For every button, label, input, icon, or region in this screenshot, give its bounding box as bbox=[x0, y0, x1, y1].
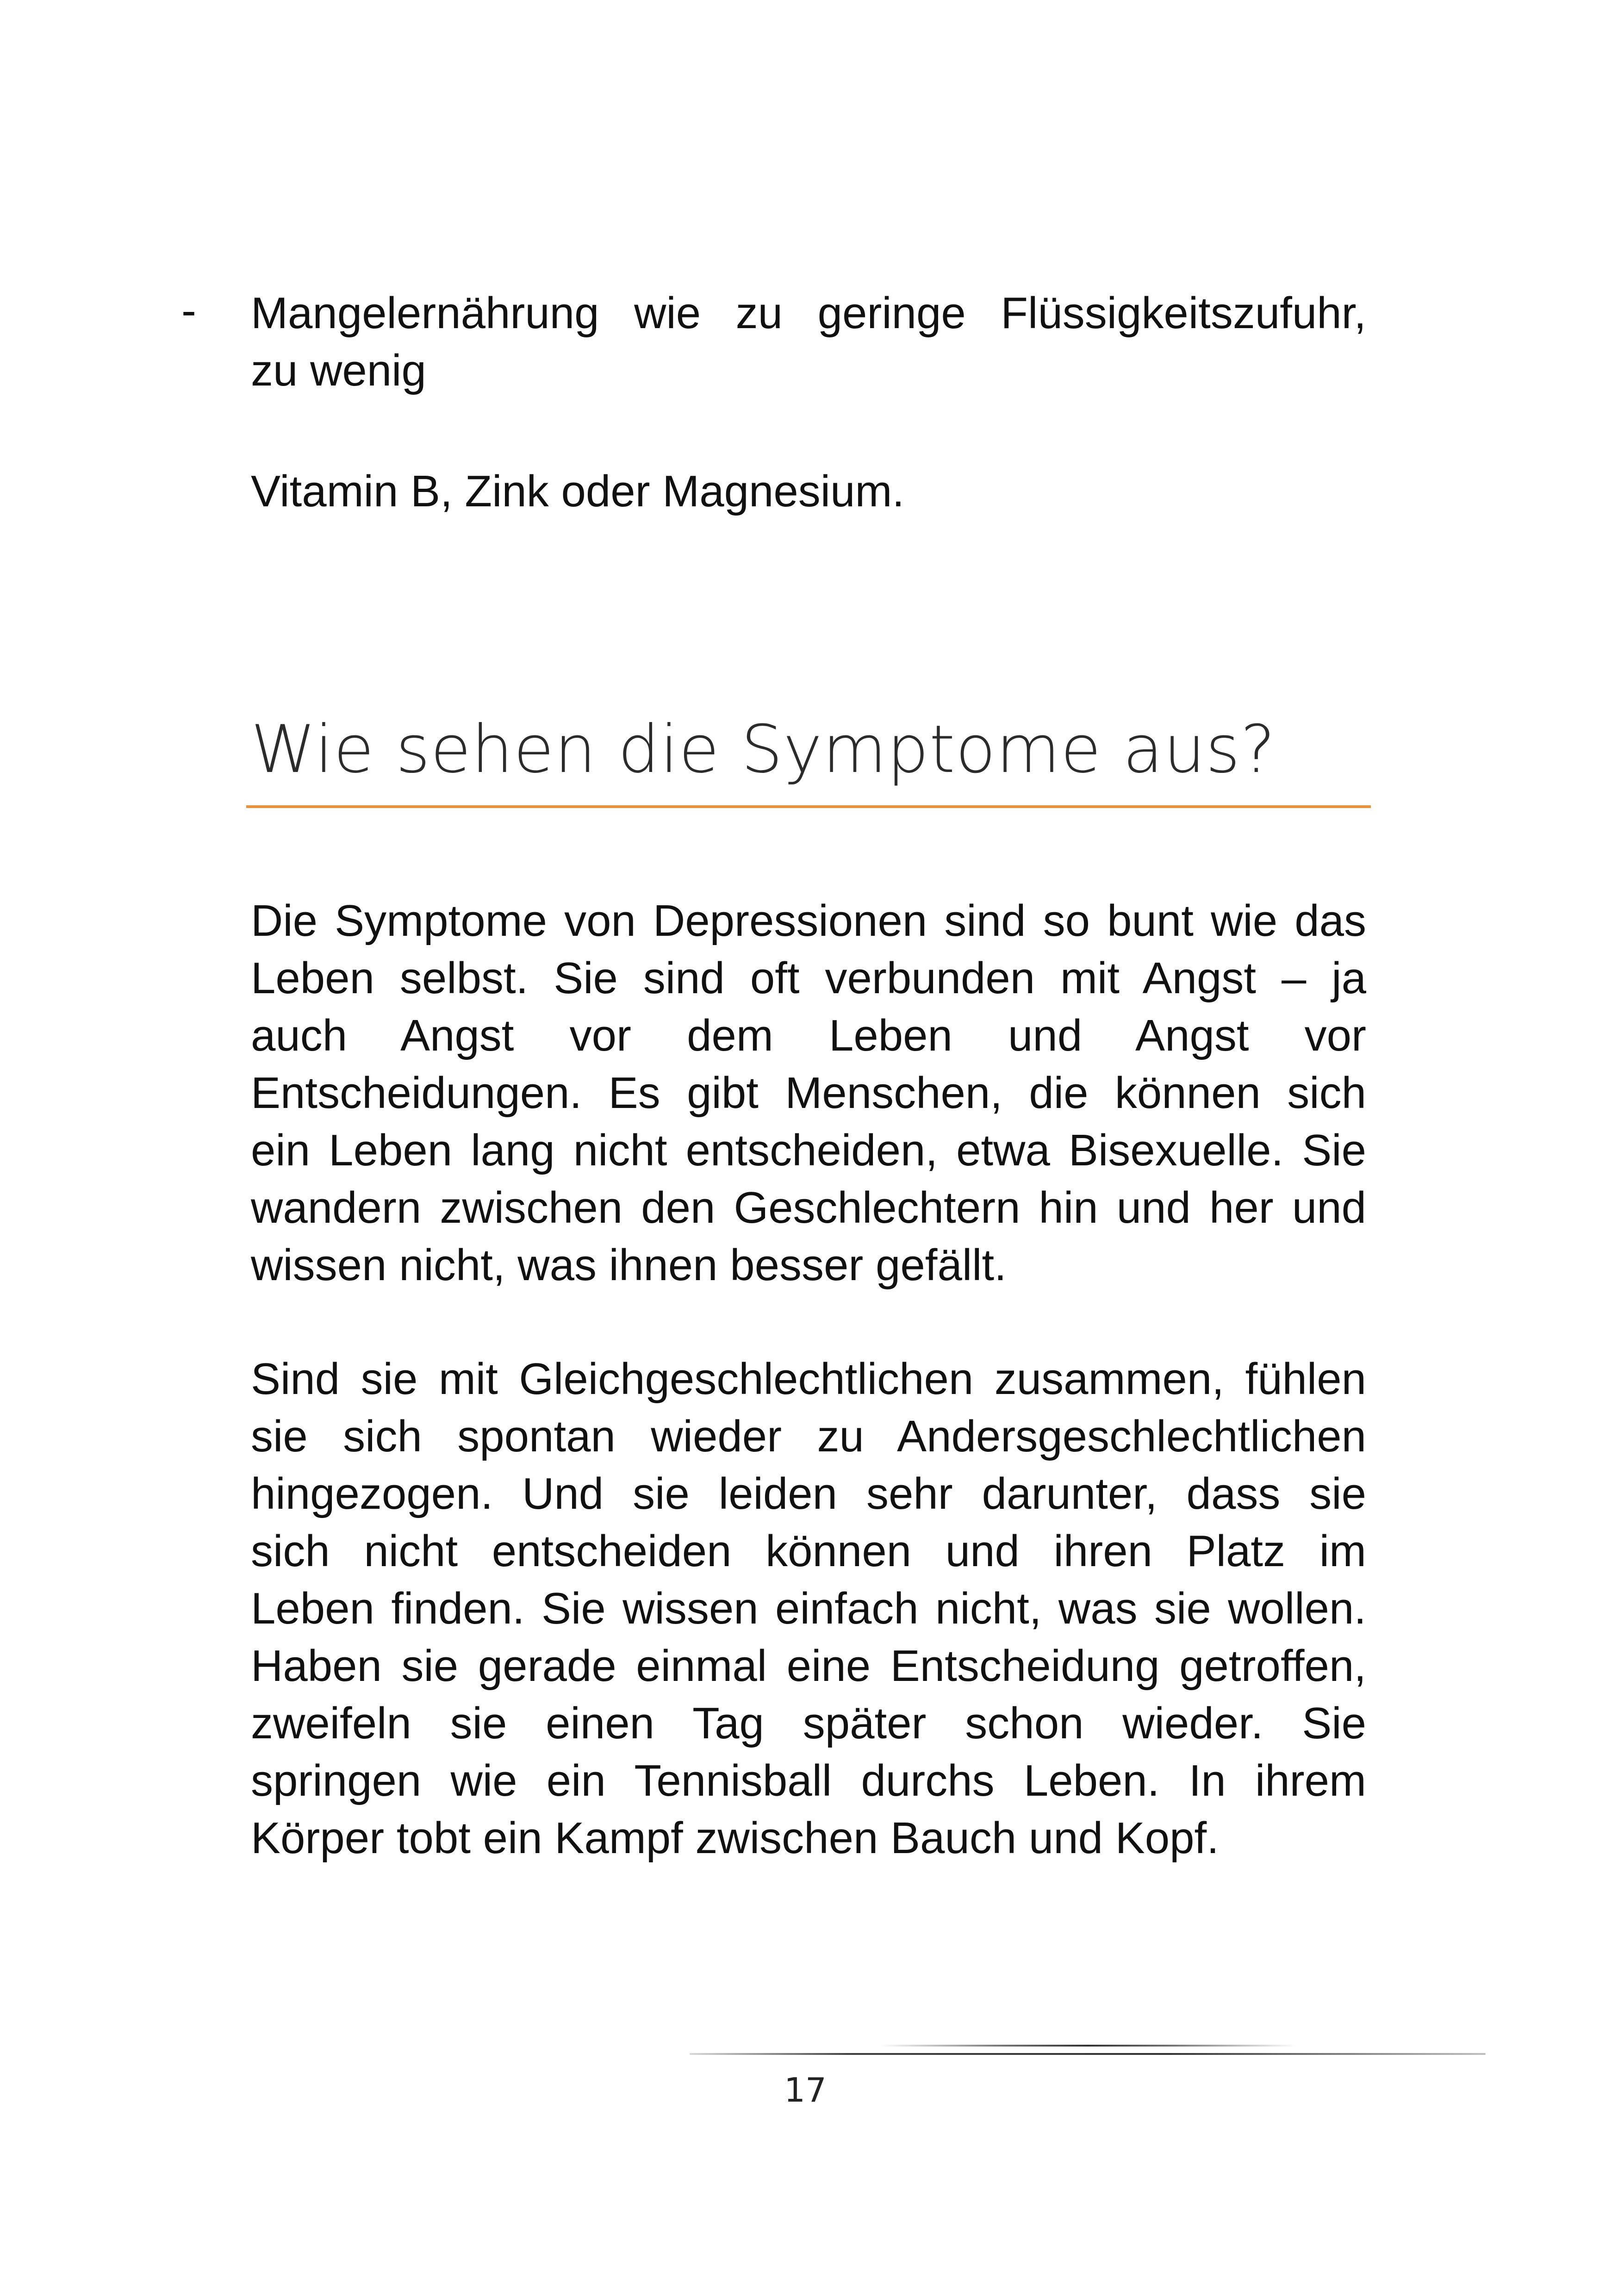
footer-rule-accent bbox=[879, 2045, 1296, 2047]
bullet-marker: - bbox=[181, 286, 196, 335]
paragraph-line: Haben sie gerade einmal eine Entscheidung getroffen, bbox=[251, 1641, 1366, 1691]
bullet-continuation: Vitamin B, Zink oder Magnesium. bbox=[251, 467, 905, 516]
bullet-text bbox=[251, 285, 1366, 399]
paragraph-line: sie sich spontan wieder zu Andersgeschlechtlichen bbox=[251, 1412, 1366, 1461]
page-number: 17 bbox=[784, 2071, 827, 2109]
footer-rule bbox=[690, 2053, 1486, 2055]
paragraph-line: Leben finden. Sie wissen einfach nicht, was sie wollen. bbox=[251, 1584, 1366, 1633]
paragraph-line: Entscheidungen. Es gibt Menschen, die können sich bbox=[251, 1068, 1366, 1118]
body-paragraph bbox=[251, 892, 1366, 1294]
paragraph-line: springen wie ein Tennisball durchs Leben. In ihrem bbox=[251, 1756, 1366, 1805]
bullet-line: Mangelernährung wie zu geringe Flüssigkeitszufuhr, bbox=[251, 288, 1366, 338]
paragraph-line: wissen nicht, was ihnen besser gefällt. bbox=[251, 1240, 1007, 1290]
paragraph-line: Die Symptome von Depressionen sind so bunt wie das bbox=[251, 896, 1366, 946]
paragraph-line: auch Angst vor dem Leben und Angst vor bbox=[251, 1011, 1366, 1060]
paragraph-line: zweifeln sie einen Tag später schon wieder. Sie bbox=[251, 1699, 1366, 1748]
paragraph-line: hingezogen. Und sie leiden sehr darunter, dass sie bbox=[251, 1469, 1366, 1518]
paragraph-line: Leben selbst. Sie sind oft verbunden mit Angst – ja bbox=[251, 953, 1366, 1003]
section-heading: Wie sehen die Symptome aus? bbox=[251, 711, 1276, 788]
paragraph-line: ein Leben lang nicht entscheiden, etwa Bisexuelle. Sie bbox=[251, 1126, 1366, 1175]
paragraph-line: Sind sie mit Gleichgeschlechtlichen zusammen, fühlen bbox=[251, 1354, 1366, 1404]
paragraph-line: Körper tobt ein Kampf zwischen Bauch und Kopf. bbox=[251, 1813, 1219, 1863]
paragraph-line: wandern zwischen den Geschlechtern hin und her und bbox=[251, 1183, 1366, 1232]
bullet-line: zu wenig bbox=[251, 346, 426, 395]
paragraph-line: sich nicht entscheiden können und ihren Platz im bbox=[251, 1526, 1366, 1576]
body-paragraph bbox=[251, 1350, 1366, 1867]
heading-underline bbox=[246, 805, 1371, 808]
